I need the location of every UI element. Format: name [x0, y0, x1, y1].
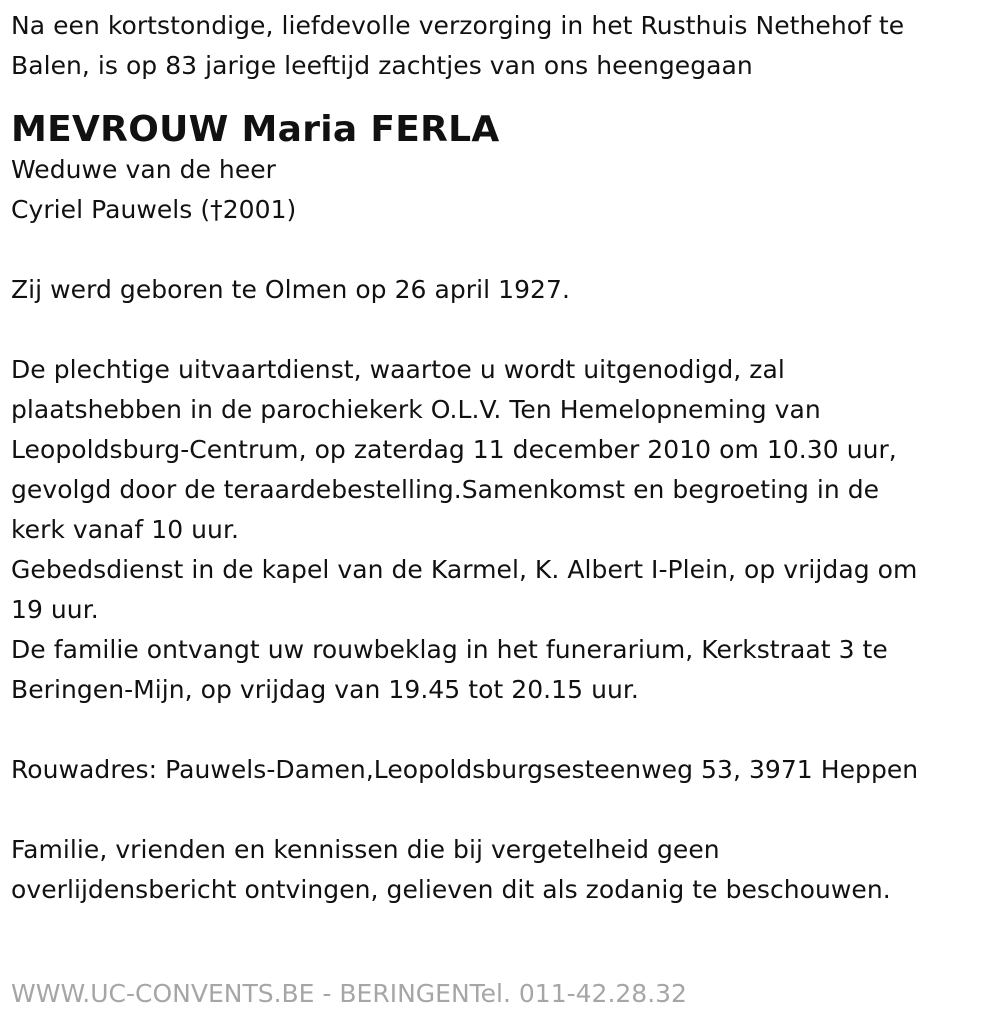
ceremony-line-2: plaatshebben in de parochiekerk O.L.V. Ten Hemelopneming van	[11, 395, 821, 424]
intro-line-2: Balen, is op 83 jarige leeftijd zachtjes van ons heengegaan	[11, 51, 753, 80]
condolence-line-2: Beringen-Mijn, op vrijdag van 19.45 tot 20.15 uur.	[11, 675, 639, 704]
condolence-line-1: De familie ontvangt uw rouwbeklag in het funerarium, Kerkstraat 3 te	[11, 635, 888, 664]
spouse-line-1: Weduwe van de heer	[11, 155, 277, 184]
spacer	[11, 86, 986, 110]
spacer	[11, 710, 986, 750]
ceremony-line-3: Leopoldsburg-Centrum, op zaterdag 11 december 2010 om 10.30 uur,	[11, 435, 897, 464]
spacer	[11, 790, 986, 830]
birth-line: Zij werd geboren te Olmen op 26 april 1927.	[11, 275, 570, 304]
prayer-line-1: Gebedsdienst in de kapel van de Karmel, K. Albert I-Plein, op vrijdag om	[11, 555, 918, 584]
prayer-line-2: 19 uur.	[11, 595, 99, 624]
spacer	[11, 230, 986, 270]
deceased-name: MEVROUW Maria FERLA	[11, 109, 500, 150]
spacer	[11, 310, 986, 350]
closing-line-2: overlijdensbericht ontvingen, gelieven dit als zodanig te beschouwen.	[11, 875, 891, 904]
intro-line-1: Na een kortstondige, liefdevolle verzorging in het Rusthuis Nethehof te	[11, 11, 905, 40]
closing-line-1: Familie, vrienden en kennissen die bij vergetelheid geen	[11, 835, 720, 864]
death-notice	[11, 6, 986, 910]
ceremony-line-1: De plechtige uitvaartdienst, waartoe u wordt uitgenodigd, zal	[11, 355, 785, 384]
ceremony-line-4: gevolgd door de teraardebestelling.Samenkomst en begroeting in de	[11, 475, 880, 504]
footer-contact: WWW.UC-CONVENTS.BE - BERINGENTel. 011-42.28.32	[11, 979, 687, 1008]
mourning-address: Rouwadres: Pauwels-Damen,Leopoldsburgsesteenweg 53, 3971 Heppen	[11, 755, 919, 784]
ceremony-line-5: kerk vanaf 10 uur.	[11, 515, 239, 544]
spouse-line-2: Cyriel Pauwels (†2001)	[11, 195, 297, 224]
